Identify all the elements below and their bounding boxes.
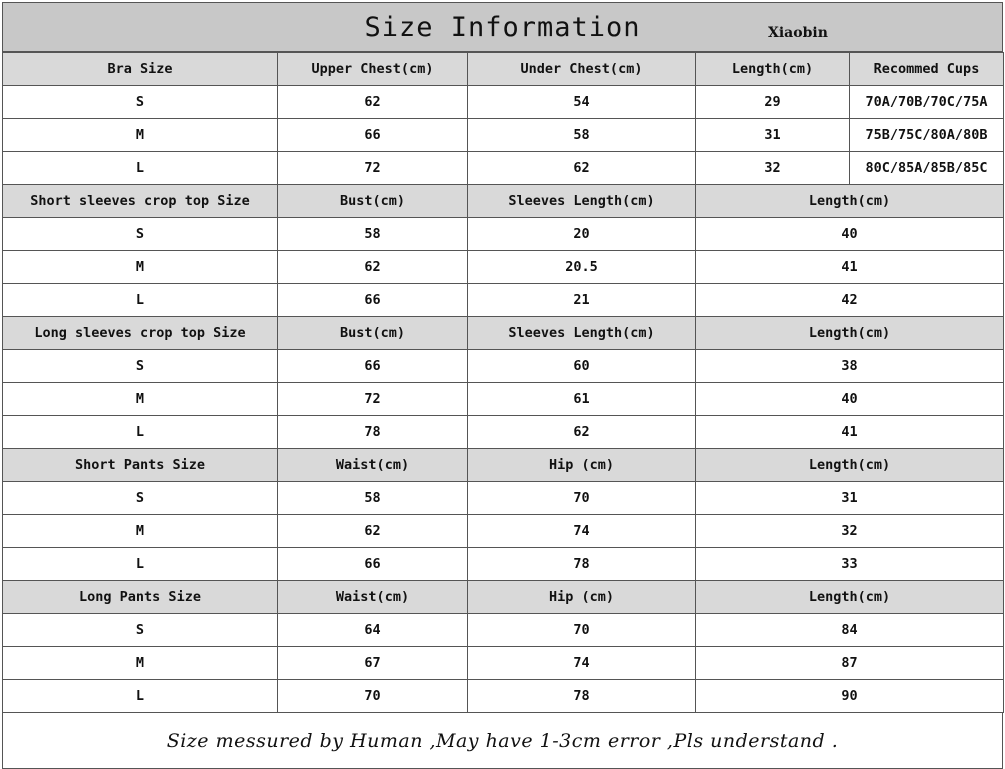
value-cell: 61 xyxy=(468,383,696,416)
value-cell: 41 xyxy=(696,416,1004,449)
waist-header: Waist(cm) xyxy=(278,581,468,614)
value-cell: 40 xyxy=(696,383,1004,416)
sleeves-length-header: Sleeves Length(cm) xyxy=(468,185,696,218)
value-cell: 66 xyxy=(278,548,468,581)
table-row xyxy=(3,416,1004,449)
value-cell: 54 xyxy=(468,86,696,119)
table-row xyxy=(3,548,1004,581)
size-cell: M xyxy=(3,251,278,284)
cups-cell: 70A/70B/70C/75A xyxy=(850,86,1004,119)
size-cell: M xyxy=(3,647,278,680)
under-chest-header: Under Chest(cm) xyxy=(468,53,696,86)
value-cell: 58 xyxy=(278,218,468,251)
value-cell: 20.5 xyxy=(468,251,696,284)
table-row xyxy=(3,251,1004,284)
size-table xyxy=(2,52,1004,713)
size-cell: L xyxy=(3,152,278,185)
size-cell: M xyxy=(3,119,278,152)
value-cell: 62 xyxy=(278,251,468,284)
long-pants-header-row xyxy=(3,581,1004,614)
length-header: Length(cm) xyxy=(696,53,850,86)
value-cell: 70 xyxy=(278,680,468,713)
short-top-size-header: Short sleeves crop top Size xyxy=(3,185,278,218)
size-cell: S xyxy=(3,482,278,515)
table-row xyxy=(3,614,1004,647)
short-top-header-row xyxy=(3,185,1004,218)
value-cell: 62 xyxy=(278,86,468,119)
value-cell: 38 xyxy=(696,350,1004,383)
value-cell: 70 xyxy=(468,614,696,647)
bra-size-header: Bra Size xyxy=(3,53,278,86)
value-cell: 66 xyxy=(278,119,468,152)
value-cell: 66 xyxy=(278,284,468,317)
value-cell: 74 xyxy=(468,647,696,680)
table-row xyxy=(3,218,1004,251)
long-top-size-header: Long sleeves crop top Size xyxy=(3,317,278,350)
table-row xyxy=(3,284,1004,317)
length-header: Length(cm) xyxy=(696,449,1004,482)
sleeves-length-header: Sleeves Length(cm) xyxy=(468,317,696,350)
value-cell: 31 xyxy=(696,482,1004,515)
value-cell: 40 xyxy=(696,218,1004,251)
value-cell: 21 xyxy=(468,284,696,317)
table-row xyxy=(3,350,1004,383)
value-cell: 90 xyxy=(696,680,1004,713)
size-cell: S xyxy=(3,218,278,251)
table-row xyxy=(3,86,1004,119)
value-cell: 74 xyxy=(468,515,696,548)
value-cell: 60 xyxy=(468,350,696,383)
table-row xyxy=(3,482,1004,515)
value-cell: 78 xyxy=(468,548,696,581)
length-header: Length(cm) xyxy=(696,185,1004,218)
value-cell: 87 xyxy=(696,647,1004,680)
brand-name: Xiaobin xyxy=(768,25,828,41)
value-cell: 84 xyxy=(696,614,1004,647)
table-row xyxy=(3,647,1004,680)
upper-chest-header: Upper Chest(cm) xyxy=(278,53,468,86)
size-cell: S xyxy=(3,86,278,119)
long-pants-size-header: Long Pants Size xyxy=(3,581,278,614)
size-cell: S xyxy=(3,350,278,383)
waist-header: Waist(cm) xyxy=(278,449,468,482)
value-cell: 64 xyxy=(278,614,468,647)
hip-header: Hip (cm) xyxy=(468,581,696,614)
value-cell: 72 xyxy=(278,383,468,416)
value-cell: 58 xyxy=(468,119,696,152)
length-header: Length(cm) xyxy=(696,581,1004,614)
value-cell: 41 xyxy=(696,251,1004,284)
value-cell: 66 xyxy=(278,350,468,383)
value-cell: 62 xyxy=(468,152,696,185)
size-cell: L xyxy=(3,680,278,713)
size-cell: L xyxy=(3,416,278,449)
value-cell: 58 xyxy=(278,482,468,515)
short-pants-size-header: Short Pants Size xyxy=(3,449,278,482)
table-row xyxy=(3,680,1004,713)
value-cell: 33 xyxy=(696,548,1004,581)
value-cell: 70 xyxy=(468,482,696,515)
value-cell: 62 xyxy=(468,416,696,449)
value-cell: 67 xyxy=(278,647,468,680)
table-row xyxy=(3,152,1004,185)
title-bar xyxy=(2,2,1003,52)
size-cell: L xyxy=(3,284,278,317)
bust-header: Bust(cm) xyxy=(278,317,468,350)
page-title: Size Information xyxy=(364,12,641,43)
value-cell: 32 xyxy=(696,515,1004,548)
value-cell: 72 xyxy=(278,152,468,185)
value-cell: 78 xyxy=(278,416,468,449)
table-row xyxy=(3,383,1004,416)
table-row xyxy=(3,515,1004,548)
size-cell: L xyxy=(3,548,278,581)
size-chart xyxy=(2,2,1003,769)
cups-cell: 80C/85A/85B/85C xyxy=(850,152,1004,185)
size-cell: M xyxy=(3,515,278,548)
value-cell: 42 xyxy=(696,284,1004,317)
short-pants-header-row xyxy=(3,449,1004,482)
bra-header-row xyxy=(3,53,1004,86)
value-cell: 20 xyxy=(468,218,696,251)
value-cell: 31 xyxy=(696,119,850,152)
value-cell: 32 xyxy=(696,152,850,185)
measurement-note: Size messured by Human ,May have 1-3cm error ,Pls understand . xyxy=(2,713,1003,769)
value-cell: 78 xyxy=(468,680,696,713)
value-cell: 29 xyxy=(696,86,850,119)
hip-header: Hip (cm) xyxy=(468,449,696,482)
cups-header: Recommed Cups xyxy=(850,53,1004,86)
size-cell: M xyxy=(3,383,278,416)
size-cell: S xyxy=(3,614,278,647)
table-row xyxy=(3,119,1004,152)
long-top-header-row xyxy=(3,317,1004,350)
cups-cell: 75B/75C/80A/80B xyxy=(850,119,1004,152)
bust-header: Bust(cm) xyxy=(278,185,468,218)
length-header: Length(cm) xyxy=(696,317,1004,350)
value-cell: 62 xyxy=(278,515,468,548)
